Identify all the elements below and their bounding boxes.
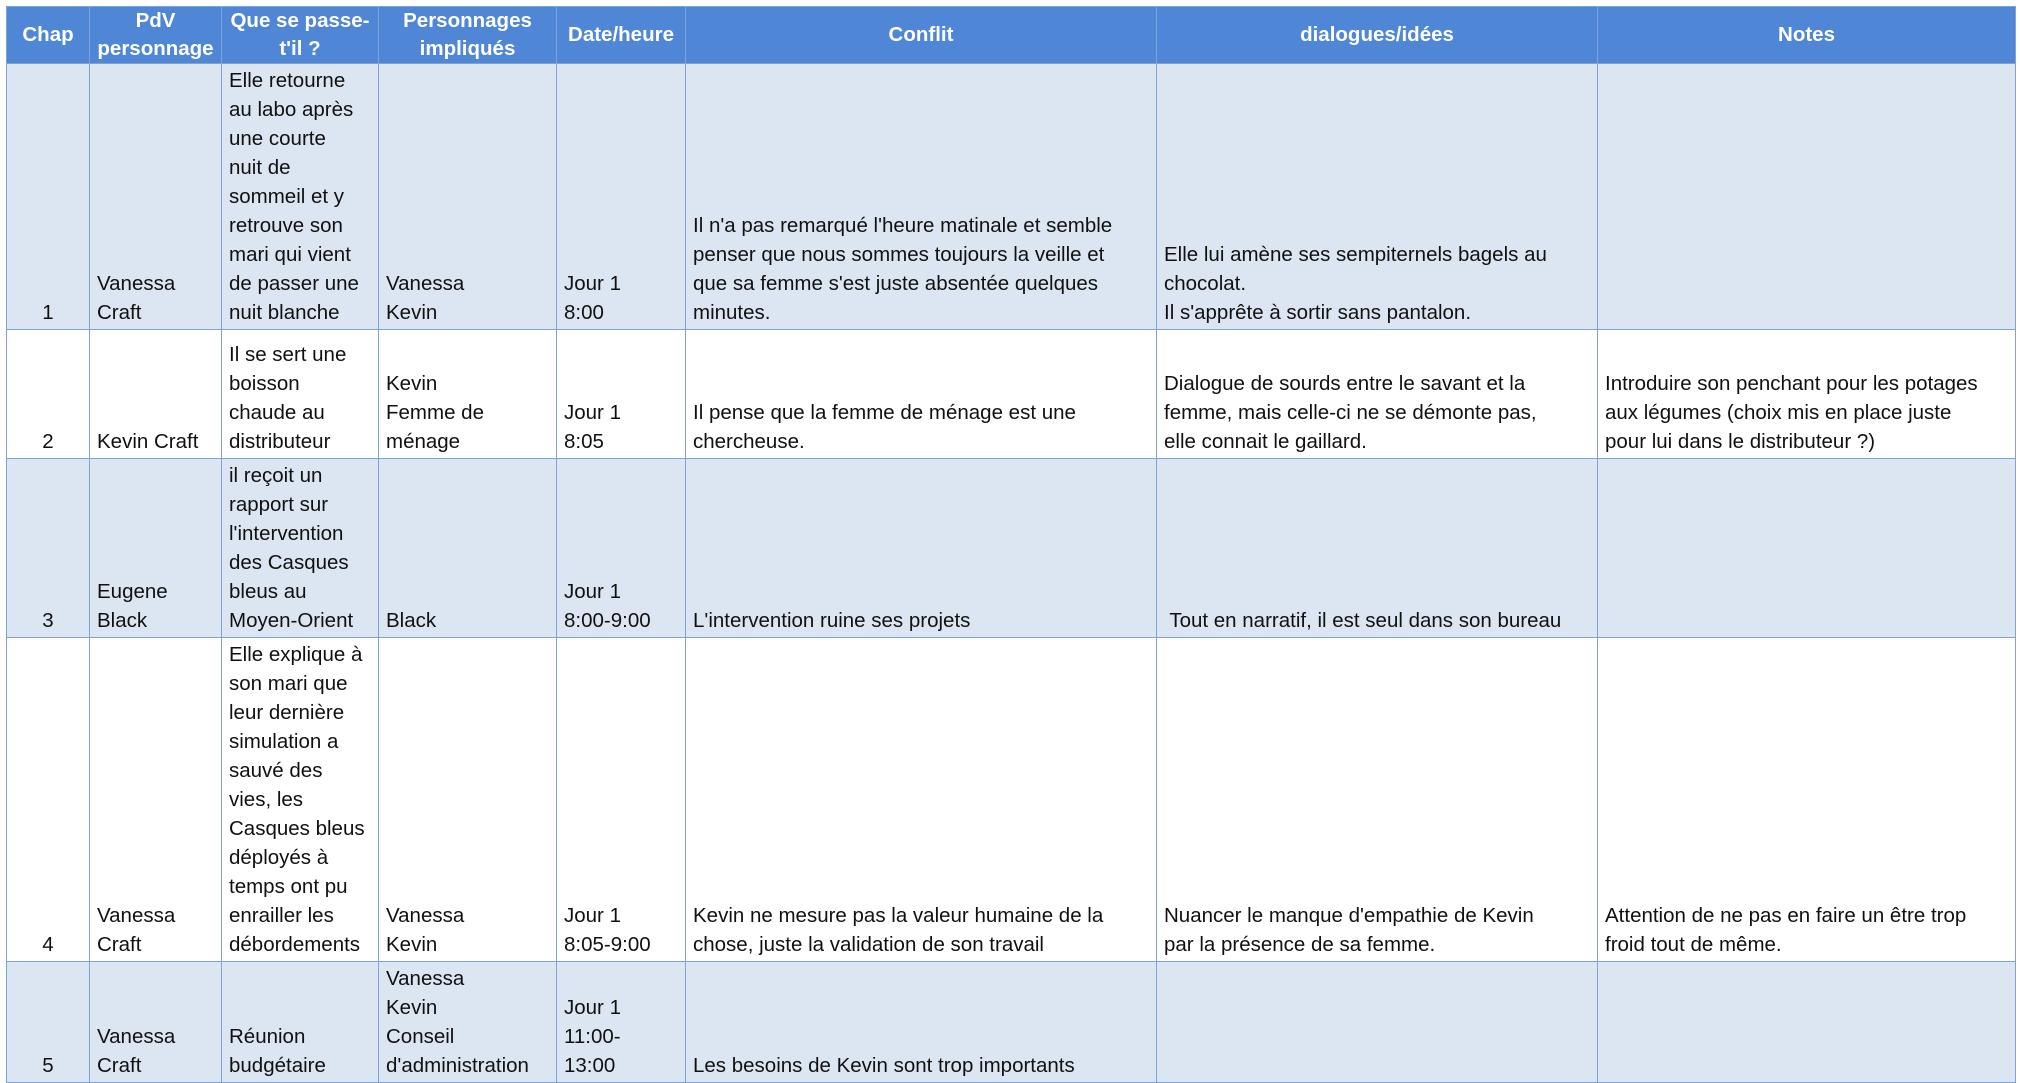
cell-text-line: 8:00-9:00 <box>564 609 651 632</box>
header-event[interactable]: Que se passe-t'il ? <box>222 7 379 64</box>
cell-text-line: Les besoins de Kevin sont trop importants <box>693 1054 1075 1077</box>
event-cell[interactable] <box>222 962 379 1083</box>
header-datetime[interactable]: Date/heure <box>557 7 686 64</box>
chap-cell[interactable]: 3 <box>7 459 90 638</box>
characters-cell[interactable] <box>379 330 557 459</box>
pov-cell[interactable] <box>90 962 222 1083</box>
cell-text-line: chocolat. <box>1164 272 1247 295</box>
chap-cell[interactable]: 1 <box>7 64 90 330</box>
event-cell[interactable] <box>222 64 379 330</box>
characters-cell[interactable] <box>379 459 557 638</box>
notes-cell[interactable] <box>1598 459 2016 638</box>
cell-text-line: 11:00- <box>564 1025 621 1048</box>
cell-text-line: Dialogue de sourds entre le savant et la <box>1164 372 1526 395</box>
cell-text-line: boisson <box>229 372 300 395</box>
cell-text-line: Il s'apprête à sortir sans pantalon. <box>1164 301 1472 324</box>
cell-text-line: que sa femme s'est juste absentée quelques <box>693 272 1099 295</box>
cell-text-line: nuit blanche <box>229 301 340 324</box>
cell-text-line: Introduire son penchant pour les potages <box>1605 372 1978 395</box>
chap-cell[interactable]: 4 <box>7 638 90 962</box>
cell-text-line: Jour 1 <box>564 996 621 1019</box>
cell-text-line: chaude au <box>229 401 325 424</box>
cell-text-line: de passer une <box>229 272 359 295</box>
header-dialogue[interactable]: dialogues/idées <box>1157 7 1598 64</box>
characters-cell[interactable] <box>379 962 557 1083</box>
cell-text-line: son mari que <box>229 672 348 695</box>
characters-cell[interactable] <box>379 638 557 962</box>
cell-text-line: elle connait le gaillard. <box>1164 430 1367 453</box>
cell-text-line: leur dernière <box>229 701 345 724</box>
cell-text-line: Vanessa <box>386 967 465 990</box>
datetime-cell[interactable] <box>557 962 686 1083</box>
notes-cell[interactable] <box>1598 962 2016 1083</box>
cell-text-line: chose, juste la validation de son travail <box>693 933 1044 956</box>
cell-text-line: des Casques <box>229 551 349 574</box>
cell-text-line: nuit de <box>229 156 291 179</box>
cell-text-line: Elle lui amène ses sempiternels bagels au <box>1164 243 1547 266</box>
chap-cell[interactable]: 5 <box>7 962 90 1083</box>
pov-cell[interactable] <box>90 638 222 962</box>
event-cell[interactable] <box>222 459 379 638</box>
cell-text-line: Elle retourne <box>229 69 346 92</box>
cell-text-line: débordements <box>229 933 361 956</box>
cell-text-line: enrailler les <box>229 904 334 927</box>
cell-text-line: sommeil et y <box>229 185 345 208</box>
table-row <box>7 64 2016 330</box>
cell-text-line: Craft <box>97 1054 142 1077</box>
cell-text-line: déployés à <box>229 846 329 869</box>
cell-text-line: Craft <box>97 933 142 956</box>
conflict-cell[interactable] <box>686 64 1157 330</box>
cell-text-line: aux légumes (choix mis en place juste <box>1605 401 1952 424</box>
cell-text-line: une courte <box>229 127 326 150</box>
cell-text-line: Black <box>97 609 148 632</box>
cell-text-line: budgétaire <box>229 1054 326 1077</box>
dialogue-cell[interactable] <box>1157 638 1598 962</box>
cell-text-line: Black <box>386 609 437 632</box>
datetime-cell[interactable] <box>557 459 686 638</box>
cell-text-line: vies, les <box>229 788 304 811</box>
cell-text-line: froid tout de même. <box>1605 933 1782 956</box>
dialogue-cell[interactable] <box>1157 64 1598 330</box>
cell-text-line: L'intervention ruine ses projets <box>693 609 971 632</box>
cell-text-line: Conseil <box>386 1025 455 1048</box>
cell-text-line: Nuancer le manque d'empathie de Kevin <box>1164 904 1534 927</box>
chap-cell[interactable]: 2 <box>7 330 90 459</box>
header-notes[interactable]: Notes <box>1598 7 2016 64</box>
header-pov[interactable]: PdV personnage <box>90 7 222 64</box>
cell-text-line: au labo après <box>229 98 354 121</box>
cell-text-line: distributeur <box>229 430 331 453</box>
cell-text-line: sauvé des <box>229 759 323 782</box>
cell-text-line: chercheuse. <box>693 430 805 453</box>
dialogue-cell[interactable] <box>1157 330 1598 459</box>
cell-text-line: Elle explique à <box>229 643 363 666</box>
datetime-cell[interactable] <box>557 64 686 330</box>
cell-text-line: retrouve son <box>229 214 343 237</box>
cell-text-line: Jour 1 <box>564 580 621 603</box>
conflict-cell[interactable] <box>686 962 1157 1083</box>
cell-text-line: minutes. <box>693 301 771 324</box>
cell-text-line: Moyen-Orient <box>229 609 354 632</box>
dialogue-cell[interactable] <box>1157 459 1598 638</box>
cell-text-line: rapport sur <box>229 493 329 516</box>
cell-text-line: Eugene <box>97 580 168 603</box>
cell-text-line: Vanessa <box>97 904 176 927</box>
cell-text-line: femme, mais celle-ci ne se démonte pas, <box>1164 401 1537 424</box>
table-row <box>7 330 2016 459</box>
cell-text-line: Réunion <box>229 1025 306 1048</box>
cell-text-line: d'administration <box>386 1054 529 1077</box>
cell-text-line: bleus au <box>229 580 307 603</box>
event-cell[interactable] <box>222 638 379 962</box>
header-chap[interactable]: Chap <box>7 7 90 64</box>
cell-text-line: temps ont pu <box>229 875 348 898</box>
cell-text-line: penser que nous sommes toujours la veille et <box>693 243 1105 266</box>
table-row <box>7 638 2016 962</box>
cell-text-line: Casques bleus <box>229 817 365 840</box>
cell-text-line: Craft <box>97 301 142 324</box>
cell-text-line: Kevin <box>386 372 438 395</box>
cell-text-line: Attention de ne pas en faire un être trop <box>1605 904 1967 927</box>
cell-text-line: pour lui dans le distributeur ?) <box>1605 430 1876 453</box>
cell-text-line: Vanessa <box>386 272 465 295</box>
cell-text-line: Il n'a pas remarqué l'heure matinale et semble <box>693 214 1113 237</box>
cell-text-line: Vanessa <box>97 272 176 295</box>
cell-text-line: Kevin <box>386 933 438 956</box>
cell-text-line: Jour 1 <box>564 272 621 295</box>
cell-text-line: Tout en narratif, il est seul dans son bureau <box>1164 609 1562 632</box>
pov-cell[interactable] <box>90 330 222 459</box>
cell-text-line: Kevin <box>386 301 438 324</box>
cell-text-line: Vanessa <box>386 904 465 927</box>
table-row <box>7 962 2016 1083</box>
cell-text-line: Femme de <box>386 401 484 424</box>
header-conflict[interactable]: Conflit <box>686 7 1157 64</box>
cell-text-line: Il pense que la femme de ménage est une <box>693 401 1076 424</box>
cell-text-line: Jour 1 <box>564 904 621 927</box>
conflict-cell[interactable] <box>686 330 1157 459</box>
header-row <box>7 7 2016 64</box>
cell-text-line: Kevin <box>386 996 438 1019</box>
pov-cell[interactable] <box>90 459 222 638</box>
cell-text-line: mari qui vient <box>229 243 351 266</box>
cell-text-line: Vanessa <box>97 1025 176 1048</box>
conflict-cell[interactable] <box>686 459 1157 638</box>
notes-cell[interactable] <box>1598 638 2016 962</box>
cell-text-line: Kevin ne mesure pas la valeur humaine de la <box>693 904 1104 927</box>
cell-text-line: l'intervention <box>229 522 344 545</box>
cell-text-line: Kevin Craft <box>97 430 199 453</box>
cell-text-line: 13:00 <box>564 1054 616 1077</box>
cell-text-line: Jour 1 <box>564 401 621 424</box>
notes-cell[interactable] <box>1598 330 2016 459</box>
notes-cell[interactable] <box>1598 64 2016 330</box>
cell-text-line: simulation a <box>229 730 339 753</box>
cell-text-line: il reçoit un <box>229 464 323 487</box>
cell-text-line: par la présence de sa femme. <box>1164 933 1436 956</box>
pov-cell[interactable] <box>90 64 222 330</box>
cell-text-line: 8:05 <box>564 430 604 453</box>
cell-text-line: 8:05-9:00 <box>564 933 651 956</box>
conflict-cell[interactable] <box>686 638 1157 962</box>
cell-text-line: Il se sert une <box>229 343 347 366</box>
table-row <box>7 459 2016 638</box>
cell-text-line: 8:00 <box>564 301 604 324</box>
cell-text-line: ménage <box>386 430 461 453</box>
characters-cell[interactable] <box>379 64 557 330</box>
header-characters[interactable]: Personnages impliqués <box>379 7 557 64</box>
datetime-cell[interactable] <box>557 330 686 459</box>
chapter-outline-table <box>6 6 2016 1083</box>
datetime-cell[interactable] <box>557 638 686 962</box>
event-cell[interactable] <box>222 330 379 459</box>
dialogue-cell[interactable] <box>1157 962 1598 1083</box>
